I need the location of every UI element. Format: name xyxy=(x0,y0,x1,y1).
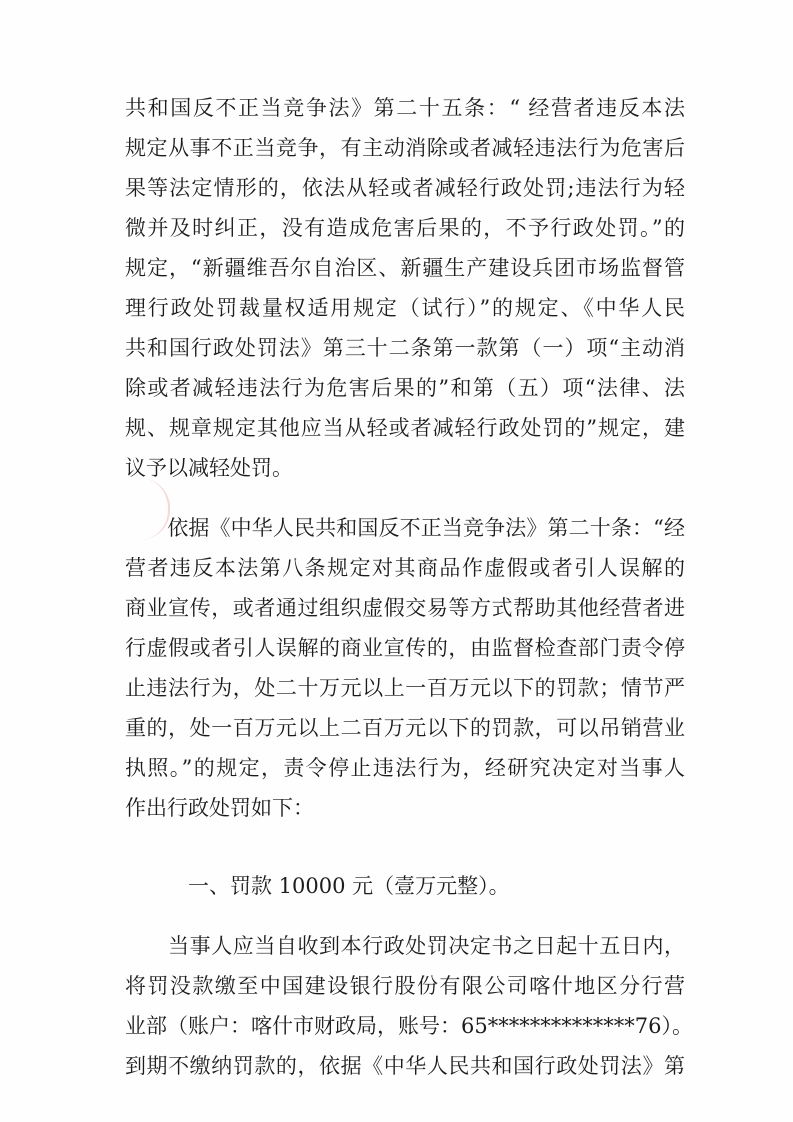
text-line: 规定从事不正当竞争，有主动消除或者减轻违法行为危害后 xyxy=(125,136,685,160)
paragraph-spacer xyxy=(125,906,685,926)
text-line: 止违法行为，处二十万元以上一百万元以下的罚款；情节严 xyxy=(125,676,685,700)
document-body xyxy=(125,88,693,1086)
paragraph-3-penalty xyxy=(125,866,685,906)
text-line: 业部（账户：喀什市财政局，账号：65**************76）。 xyxy=(125,1014,693,1038)
text-line: 理行政处罚裁量权适用规定（试行）”的规定、《中华人民 xyxy=(125,296,685,320)
penalty-item: 一、罚款 10000 元（壹万元整）。 xyxy=(125,874,510,898)
text-line: 商业宣传，或者通过组织虚假交易等方式帮助其他经营者进 xyxy=(125,596,685,620)
text-line: 共和国反不正当竞争法》第二十五条：“ 经营者违反本法 xyxy=(125,96,685,120)
text-line: 微并及时纠正，没有造成危害后果的，不予行政处罚。”的 xyxy=(125,216,685,240)
text-line: 重的，处一百万元以上二百万元以下的罚款，可以吊销营业 xyxy=(125,716,685,740)
paragraph-spacer xyxy=(125,828,685,866)
text-line: 依据《中华人民共和国反不正当竞争法》第二十条：“经 xyxy=(125,516,685,540)
text-line: 行虚假或者引人误解的商业宣传的，由监督检查部门责令停 xyxy=(125,636,685,660)
paragraph-1 xyxy=(125,88,685,488)
text-line: 执照。”的规定，责令停止违法行为，经研究决定对当事人 xyxy=(125,756,685,780)
paragraph-spacer xyxy=(125,488,685,508)
paragraph-4 xyxy=(125,926,693,1086)
text-line: 规定，“新疆维吾尔自治区、新疆生产建设兵团市场监督管 xyxy=(125,256,685,280)
text-line: 果等法定情形的，依法从轻或者减轻行政处罚;违法行为轻 xyxy=(125,176,685,200)
text-line: 营者违反本法第八条规定对其商品作虚假或者引人误解的 xyxy=(125,556,685,580)
text-line: 除或者减轻违法行为危害后果的”和第（五）项“法律、法 xyxy=(125,376,685,400)
text-line: 将罚没款缴至中国建设银行股份有限公司喀什地区分行营 xyxy=(125,974,685,998)
text-line: 作出行政处罚如下： xyxy=(125,796,314,820)
text-line: 共和国行政处罚法》第三十二条第一款第（一）项“主动消 xyxy=(125,336,685,360)
text-line: 当事人应当自收到本行政处罚决定书之日起十五日内， xyxy=(125,934,685,958)
paragraph-2 xyxy=(125,508,685,828)
text-line: 规、规章规定其他应当从轻或者减轻行政处罚的”规定，建 xyxy=(125,416,685,440)
text-line: 议予以减轻处罚。 xyxy=(125,456,293,480)
text-line: 到期不缴纳罚款的，依据《中华人民共和国行政处罚法》第 xyxy=(125,1054,685,1078)
